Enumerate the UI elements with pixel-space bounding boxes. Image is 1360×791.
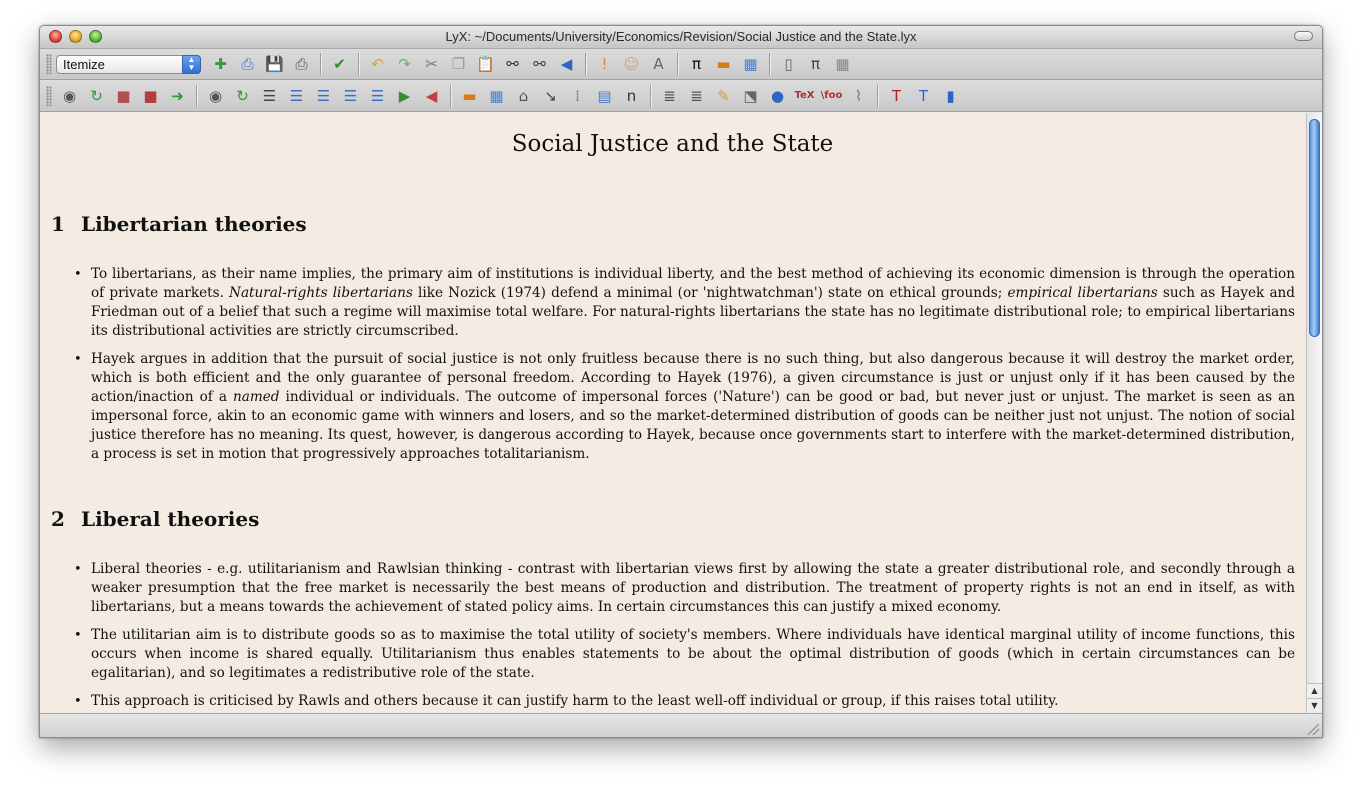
toolbar-separator <box>585 53 586 75</box>
attach-icon[interactable]: ⌇ <box>854 86 863 105</box>
list-item[interactable]: • This approach is criticised by Rawls and others because it can justify harm to the least well-off individual or group, if this raises total utility. <box>70 692 1295 711</box>
toolbar-separator <box>196 85 197 107</box>
insert-url-icon[interactable]: ● <box>770 86 785 105</box>
section-number: 2 <box>51 507 65 531</box>
update-master-icon[interactable]: ↻ <box>236 86 249 105</box>
scrollbar-thumb[interactable] <box>1309 119 1320 337</box>
cut-icon[interactable]: ✂ <box>425 55 438 73</box>
enumerate-icon[interactable]: ☰ <box>289 86 304 105</box>
table-panel-icon[interactable]: ▦ <box>835 55 850 73</box>
insert-graphics-icon[interactable]: ▬ <box>716 55 731 73</box>
toolbar-separator <box>450 85 451 107</box>
view-dvi-icon[interactable]: ◉ <box>62 86 77 105</box>
resize-grip-icon[interactable] <box>1308 724 1319 735</box>
section-number: 1 <box>51 212 65 236</box>
list-item[interactable]: • Liberal theories - e.g. utilitarianism and Rawlsian thinking - contrast with libertarian views first by allowing the state a greater distributional role, and secondly through a weaker presumption that the free market is necessarily the best means of production and distribution. The treatment of property rights is not an end in itself, as with libertarians, but a means towards the achievement of stated policy aims. In certain circumstances this can justify a mixed economy. <box>70 560 1295 617</box>
insert-note-icon[interactable]: ✎ <box>717 86 730 105</box>
insert-graphics2-icon[interactable]: ⬔ <box>743 86 758 105</box>
export-icon[interactable]: ➜ <box>171 86 184 105</box>
section-heading <box>51 212 307 236</box>
save-icon[interactable]: 💾 <box>265 55 284 73</box>
find-replace-icon[interactable]: ⚯ <box>533 55 546 73</box>
insert-figure-float-icon[interactable]: ▬ <box>462 86 477 105</box>
toolbar-separator <box>320 53 321 75</box>
text-emphasis-icon[interactable]: T <box>891 86 902 105</box>
open-icon[interactable]: ⎙ <box>241 55 254 73</box>
warning-icon[interactable]: ! <box>601 55 608 73</box>
math-panel-icon[interactable]: π <box>810 55 821 73</box>
toolbar-separator <box>677 53 678 75</box>
toolbar-grip[interactable] <box>46 86 52 106</box>
scroll-down-arrow[interactable]: ▼ <box>1307 698 1322 713</box>
vertical-scrollbar[interactable] <box>1306 113 1322 713</box>
back-icon[interactable]: ◀ <box>560 55 573 73</box>
description-icon[interactable]: ☰ <box>343 86 358 105</box>
insert-table-float-icon[interactable]: ▦ <box>489 86 504 105</box>
view-pdf-icon[interactable]: ■ <box>116 86 131 105</box>
itemize-icon[interactable]: ☰ <box>316 86 331 105</box>
section-title: Libertarian theories <box>81 212 307 236</box>
secondary-toolbar <box>40 80 1322 112</box>
redo-icon[interactable]: ↷ <box>398 55 411 73</box>
insert-tex-icon[interactable]: TeX <box>794 90 815 101</box>
toc-icon[interactable]: ▯ <box>784 55 793 73</box>
update-pdf-icon[interactable]: ■ <box>143 86 158 105</box>
toolbar-separator <box>358 53 359 75</box>
insert-citation-icon[interactable]: ⁞ <box>575 86 580 105</box>
user-icon[interactable]: ☺ <box>623 55 640 73</box>
text-style-icon[interactable]: A <box>653 55 664 73</box>
depth-decrease-icon[interactable]: ◀ <box>425 86 438 105</box>
title-bar[interactable] <box>40 26 1322 49</box>
document-title: Social Justice and the State <box>511 131 834 157</box>
insert-index-icon[interactable]: ▤ <box>597 86 612 105</box>
toolbar-separator <box>650 85 651 107</box>
list-item[interactable]: • Hayek argues in addition that the pursuit of social justice is not only fruitless because there is no such thing, but also dangerous because it will destroy the market order, which is both efficient and the only guarantee of personal freedom. According to Hayek (1976), a given circumstance is just or unjust only if it has been caused by the action/inaction of a named individual or individuals. The outcome of impersonal forces ('Nature') can be good or bad, but never just or unjust. The market is seen as an impersonal force, akin to an economic game with winners and losers, and so the market-determined distribution of goods can be neither just not unjust. The notion of social justice therefore has no meaning. Its quest, however, is dangerous according to Hayek, because once governments start to interfere with the market-determined distribution, a process is set in motion that progressively approaches totalitarianism. <box>70 350 1295 464</box>
list-item[interactable]: • To libertarians, as their name implies, the primary aim of institutions is individual liberty, and the best method of achieving its economic dimension is through the operation of private markets. Natural-rights libertarians like Nozick (1974) defend a minimal (or 'nightwatchman') state on ethical grounds; empirical libertarians such as Hayek and Friedman out of a belief that such a regime will maximise total welfare. For natural-rights libertarians the state has no legitimate distributional role; to empirical libertarians its distributional activities are strictly circumscribed. <box>70 265 1295 341</box>
section-heading <box>51 507 259 531</box>
window-title: LyX: ~/Documents/University/Economics/Revision/Social Justice and the State.lyx <box>445 29 917 44</box>
paragraph-layout-value: Itemize <box>63 56 105 72</box>
find-icon[interactable]: ⚯ <box>506 55 519 73</box>
document-view[interactable] <box>40 113 1305 713</box>
main-toolbar <box>40 49 1322 80</box>
undo-icon[interactable]: ↶ <box>371 55 384 73</box>
list-item[interactable]: • The utilitarian aim is to distribute goods so as to maximise the total utility of society's members. Where individuals have identical marginal utility of income functions, this occurs when income is shared equally. Utilitarianism thus enables statements to be about the optimal distribution of goods (which in certain circumstances can be egalitarian), and so legitimates a redistributive role of the state. <box>70 626 1295 683</box>
insert-nomenclature-icon[interactable]: n <box>626 86 637 105</box>
lyx-window <box>39 25 1323 738</box>
toolbar-toggle-button[interactable] <box>1294 31 1313 41</box>
itemize-list <box>70 265 1295 473</box>
new-document-icon[interactable]: ✚ <box>214 55 227 73</box>
depth-increase-icon[interactable]: ▶ <box>398 86 411 105</box>
toolbar-grip[interactable] <box>46 54 52 74</box>
section-title: Liberal theories <box>81 507 260 531</box>
toolbar-separator <box>877 85 878 107</box>
text-box-icon[interactable]: T <box>918 86 929 105</box>
math-mode-icon[interactable]: π <box>691 55 702 73</box>
insert-label-icon[interactable]: ⌂ <box>518 86 529 105</box>
scroll-up-arrow[interactable]: ▲ <box>1307 683 1322 698</box>
select-arrows-icon: ▲ ▼ <box>182 55 201 74</box>
insert-cross-ref-icon[interactable]: ↘ <box>544 86 557 105</box>
print-icon[interactable]: ⎙ <box>295 55 308 73</box>
update-dvi-icon[interactable]: ↻ <box>90 86 103 105</box>
paragraph-layout-select[interactable] <box>56 55 201 74</box>
insert-ert-icon[interactable]: \foo <box>820 90 843 101</box>
thesaurus-icon[interactable]: ▮ <box>946 86 955 105</box>
toolbar-separator <box>769 53 770 75</box>
view-master-icon[interactable]: ◉ <box>208 86 223 105</box>
itemize-list <box>70 560 1295 713</box>
status-bar <box>40 713 1322 737</box>
insert-footnote-icon[interactable]: ≣ <box>663 86 676 105</box>
spellcheck-icon[interactable]: ✔ <box>333 55 346 73</box>
insert-table-icon[interactable]: ▦ <box>743 55 758 73</box>
list-icon[interactable]: ☰ <box>370 86 385 105</box>
paste-icon[interactable]: 📋 <box>476 55 495 73</box>
align-list-icon[interactable]: ☰ <box>262 86 277 105</box>
insert-marginnote-icon[interactable]: ≣ <box>690 86 703 105</box>
copy-icon[interactable]: ❐ <box>451 55 466 73</box>
